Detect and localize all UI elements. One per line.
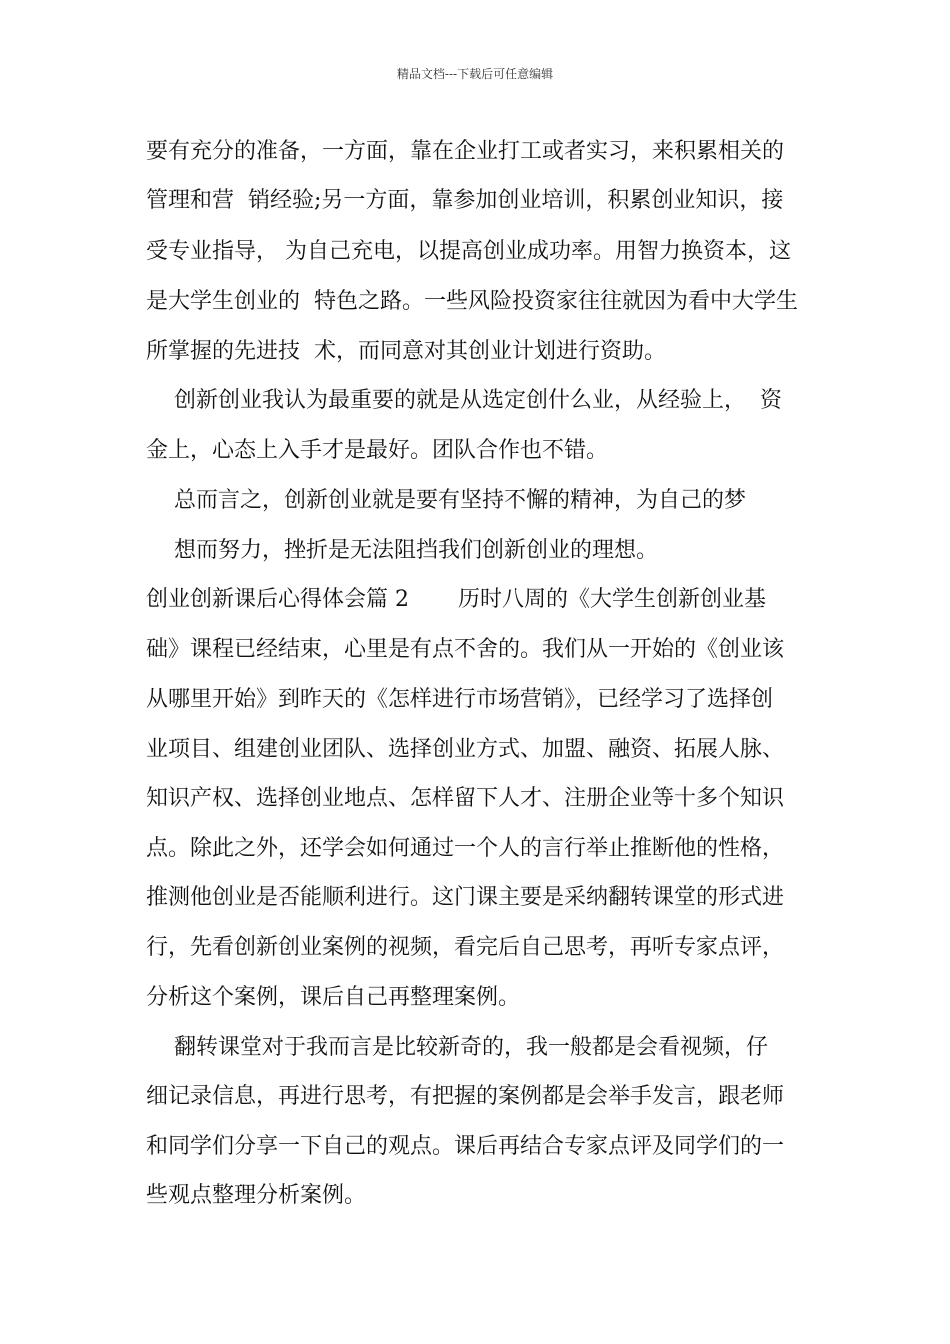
text-line: 点。除此之外，还学会如何通过一个人的言行举止推断他的性格， — [146, 836, 785, 861]
text-line: 翻转课堂对于我而言是比较新奇的，我一般都是会看视频，仔 — [146, 1035, 768, 1060]
text-line: 础》课程已经结束，心里是有点不舍的。我们从一开始的《创业该 — [146, 637, 785, 662]
text-line: 所掌握的先进技 术，而同意对其创业计划进行资助。 — [146, 339, 666, 364]
text-line: 推测他创业是否能顺利进行。这门课主要是采纳翻转课堂的形式进 — [146, 885, 785, 910]
text-line: 业项目、组建创业团队、选择创业方式、加盟、融资、拓展人脉、 — [146, 737, 785, 762]
text-line: 想而努力，挫折是无法阻挡我们创新创业的理想。 — [146, 538, 658, 563]
text-line: 要有充分的准备，一方面，靠在企业打工或者实习，来积累相关的 — [146, 139, 785, 164]
text-line: 总而言之，创新创业就是要有坚持不懈的精神，为自己的梦 — [146, 488, 746, 513]
section-heading-line: 创业创新课后心得体会篇 2 历时八周的《大学生创新创业基 — [146, 587, 766, 612]
text-line: 金上，心态上入手才是最好。团队合作也不错。 — [146, 438, 609, 463]
text-line: 创新创业我认为最重要的就是从选定创什么业，从经验上， 资 — [146, 388, 782, 413]
text-line: 行，先看创新创业案例的视频，看完后自己思考，再听专家点评， — [146, 935, 785, 960]
text-line: 分析这个案例，课后自己再整理案例。 — [146, 985, 521, 1010]
text-line: 受专业指导， 为自己充电，以提高创业成功率。用智力换资本，这 — [146, 239, 791, 264]
text-line: 细记录信息，再进行思考，有把握的案例都是会举手发言，跟老师 — [146, 1084, 785, 1109]
text-line: 和同学们分享一下自己的观点。课后再结合专家点评及同学们的一 — [146, 1134, 785, 1159]
text-line: 管理和营 销经验;另一方面，靠参加创业培训，积累创业知识，接 — [146, 188, 784, 213]
text-line: 从哪里开始》到昨天的《怎样进行市场营销》，已经学习了选择创 — [146, 687, 774, 712]
text-line: 是大学生创业的 特色之路。一些风险投资家往往就因为看中大学生 — [146, 289, 798, 314]
text-line: 知识产权、选择创业地点、怎样留下人才、注册企业等十多个知识 — [146, 786, 785, 811]
page-header: 精品文档---下载后可任意编辑 — [396, 67, 554, 81]
text-line: 些观点整理分析案例。 — [146, 1183, 367, 1208]
